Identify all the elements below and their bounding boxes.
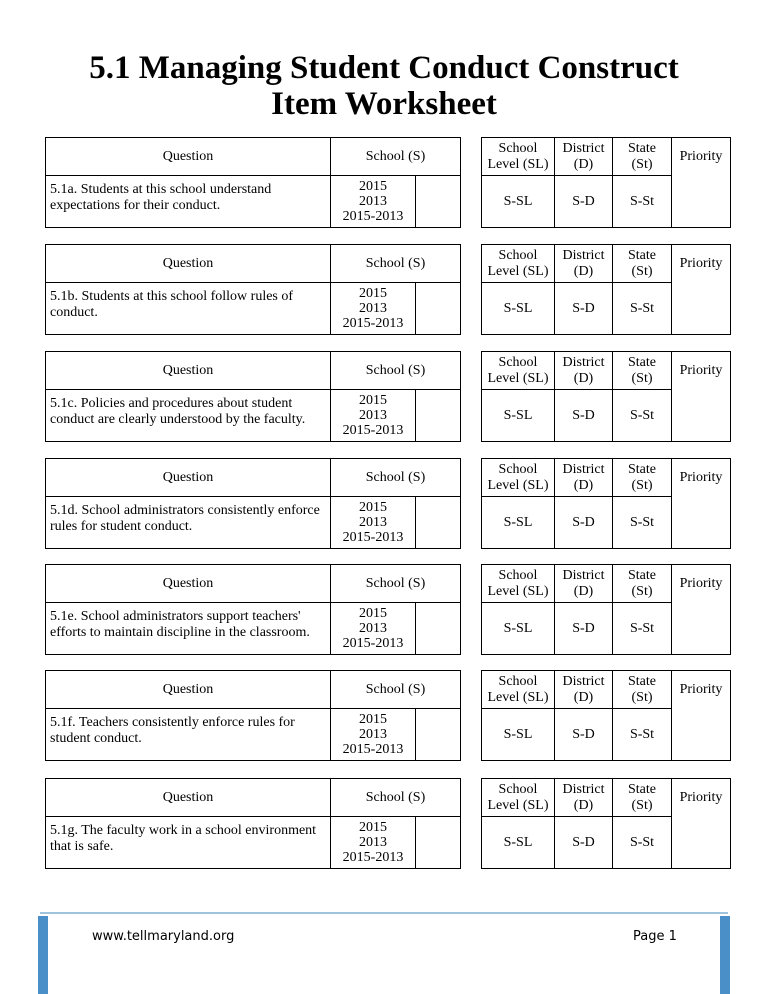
school-level-header-l2: Level (SL) — [487, 156, 549, 172]
s-st-cell: S-St — [613, 603, 672, 655]
question-block — [45, 458, 730, 548]
question-table — [45, 458, 731, 549]
priority-header: Priority — [672, 459, 731, 549]
footer-right-accent — [720, 916, 730, 994]
school-level-header-l1: School — [498, 140, 538, 156]
school-level-header-l1: School — [498, 354, 538, 370]
page-footer — [0, 912, 768, 994]
year-diff: 2015-2013 — [342, 316, 404, 331]
district-header-l1: District — [562, 354, 605, 370]
gap-cell — [461, 779, 482, 817]
question-header: Question — [46, 459, 331, 497]
s-d-cell: S-D — [555, 709, 613, 761]
state-header-l2: (St) — [631, 797, 653, 813]
priority-header: Priority — [672, 352, 731, 442]
page-title — [0, 50, 768, 122]
title-line-1: 5.1 Managing Student Conduct Construct — [89, 50, 679, 86]
question-text: 5.1c. Policies and procedures about student conduct are clearly understood by the faculty. — [46, 390, 331, 442]
state-header-l2: (St) — [631, 370, 653, 386]
year-labels — [331, 283, 416, 335]
district-header-l1: District — [562, 567, 605, 583]
state-header-l1: State — [628, 247, 656, 263]
district-header — [555, 138, 613, 176]
state-header — [613, 671, 672, 709]
state-header-l1: State — [628, 673, 656, 689]
s-st-cell: S-St — [613, 497, 672, 549]
page-number: Page 1 — [633, 929, 677, 944]
gap-cell — [461, 817, 482, 869]
year-labels — [331, 817, 416, 869]
school-level-header-l1: School — [498, 673, 538, 689]
district-header — [555, 245, 613, 283]
school-value-cell[interactable] — [416, 283, 461, 335]
state-header-l2: (St) — [631, 477, 653, 493]
school-level-header-l2: Level (SL) — [487, 370, 549, 386]
question-text: 5.1a. Students at this school understand expectations for their conduct. — [46, 176, 331, 228]
year-2015: 2015 — [359, 606, 387, 621]
district-header — [555, 671, 613, 709]
question-block — [45, 244, 730, 334]
year-2013: 2013 — [359, 301, 387, 316]
state-header-l1: State — [628, 567, 656, 583]
state-header-l1: State — [628, 461, 656, 477]
year-diff: 2015-2013 — [342, 850, 404, 865]
question-text: 5.1f. Teachers consistently enforce rules for student conduct. — [46, 709, 331, 761]
school-header: School (S) — [331, 779, 461, 817]
year-2013: 2013 — [359, 408, 387, 423]
year-diff: 2015-2013 — [342, 636, 404, 651]
district-header-l1: District — [562, 461, 605, 477]
s-sl-cell: S-SL — [482, 817, 555, 869]
title-line-2: Item Worksheet — [271, 86, 497, 122]
s-st-cell: S-St — [613, 709, 672, 761]
footer-divider — [40, 912, 728, 914]
school-level-header-l1: School — [498, 461, 538, 477]
year-2013: 2013 — [359, 621, 387, 636]
district-header — [555, 779, 613, 817]
priority-header: Priority — [672, 779, 731, 869]
question-header: Question — [46, 565, 331, 603]
school-header: School (S) — [331, 671, 461, 709]
year-2013: 2013 — [359, 194, 387, 209]
year-labels — [331, 497, 416, 549]
s-d-cell: S-D — [555, 603, 613, 655]
s-st-cell: S-St — [613, 283, 672, 335]
district-header-l2: (D) — [573, 689, 594, 705]
year-labels — [331, 709, 416, 761]
question-table — [45, 351, 731, 442]
district-header — [555, 459, 613, 497]
year-2015: 2015 — [359, 179, 387, 194]
district-header — [555, 352, 613, 390]
school-header: School (S) — [331, 245, 461, 283]
school-value-cell[interactable] — [416, 497, 461, 549]
priority-header: Priority — [672, 671, 731, 761]
school-level-header-l1: School — [498, 247, 538, 263]
question-text: 5.1d. School administrators consistently enforce rules for student conduct. — [46, 497, 331, 549]
district-header-l2: (D) — [573, 477, 594, 493]
s-sl-cell: S-SL — [482, 709, 555, 761]
gap-cell — [461, 390, 482, 442]
question-text: 5.1b. Students at this school follow rules of conduct. — [46, 283, 331, 335]
state-header-l2: (St) — [631, 689, 653, 705]
state-header-l1: State — [628, 354, 656, 370]
s-sl-cell: S-SL — [482, 390, 555, 442]
footer-left-accent — [38, 916, 48, 994]
state-header — [613, 352, 672, 390]
s-d-cell: S-D — [555, 390, 613, 442]
school-level-header — [482, 352, 555, 390]
district-header-l2: (D) — [573, 156, 594, 172]
state-header-l1: State — [628, 140, 656, 156]
question-header: Question — [46, 245, 331, 283]
question-block — [45, 778, 730, 868]
district-header-l2: (D) — [573, 583, 594, 599]
year-labels — [331, 176, 416, 228]
school-level-header-l1: School — [498, 781, 538, 797]
footer-url[interactable]: www.tellmaryland.org — [92, 929, 235, 944]
s-d-cell: S-D — [555, 497, 613, 549]
school-level-header-l2: Level (SL) — [487, 797, 549, 813]
district-header-l1: District — [562, 140, 605, 156]
year-2015: 2015 — [359, 712, 387, 727]
year-2013: 2013 — [359, 835, 387, 850]
question-block — [45, 670, 730, 760]
year-diff: 2015-2013 — [342, 423, 404, 438]
school-level-header-l2: Level (SL) — [487, 477, 549, 493]
s-sl-cell: S-SL — [482, 497, 555, 549]
school-level-header-l2: Level (SL) — [487, 689, 549, 705]
district-header-l2: (D) — [573, 263, 594, 279]
school-header: School (S) — [331, 352, 461, 390]
district-header-l1: District — [562, 781, 605, 797]
district-header — [555, 565, 613, 603]
school-level-header — [482, 671, 555, 709]
district-header-l1: District — [562, 673, 605, 689]
state-header — [613, 779, 672, 817]
year-diff: 2015-2013 — [342, 530, 404, 545]
school-level-header-l2: Level (SL) — [487, 263, 549, 279]
gap-cell — [461, 138, 482, 176]
question-text: 5.1g. The faculty work in a school environment that is safe. — [46, 817, 331, 869]
question-table — [45, 137, 731, 228]
school-level-header-l2: Level (SL) — [487, 583, 549, 599]
school-header: School (S) — [331, 138, 461, 176]
year-labels — [331, 390, 416, 442]
state-header-l2: (St) — [631, 156, 653, 172]
question-header: Question — [46, 138, 331, 176]
s-d-cell: S-D — [555, 176, 613, 228]
state-header — [613, 245, 672, 283]
state-header-l2: (St) — [631, 263, 653, 279]
question-table — [45, 670, 731, 761]
question-header: Question — [46, 671, 331, 709]
s-st-cell: S-St — [613, 390, 672, 442]
district-header-l1: District — [562, 247, 605, 263]
question-text: 5.1e. School administrators support teachers' efforts to maintain discipline in the classroom. — [46, 603, 331, 655]
s-st-cell: S-St — [613, 817, 672, 869]
school-value-cell[interactable] — [416, 603, 461, 655]
s-sl-cell: S-SL — [482, 603, 555, 655]
question-block — [45, 137, 730, 227]
question-table — [45, 778, 731, 869]
year-2013: 2013 — [359, 727, 387, 742]
year-diff: 2015-2013 — [342, 209, 404, 224]
question-header: Question — [46, 352, 331, 390]
gap-cell — [461, 671, 482, 709]
school-level-header — [482, 459, 555, 497]
question-table — [45, 564, 731, 655]
year-labels — [331, 603, 416, 655]
school-header: School (S) — [331, 459, 461, 497]
priority-header: Priority — [672, 565, 731, 655]
school-value-cell[interactable] — [416, 390, 461, 442]
gap-cell — [461, 603, 482, 655]
question-block — [45, 564, 730, 654]
school-level-header — [482, 245, 555, 283]
s-st-cell: S-St — [613, 176, 672, 228]
gap-cell — [461, 709, 482, 761]
state-header-l2: (St) — [631, 583, 653, 599]
question-block — [45, 351, 730, 441]
year-diff: 2015-2013 — [342, 742, 404, 757]
year-2015: 2015 — [359, 500, 387, 515]
gap-cell — [461, 497, 482, 549]
district-header-l2: (D) — [573, 370, 594, 386]
school-value-cell[interactable] — [416, 176, 461, 228]
gap-cell — [461, 176, 482, 228]
state-header — [613, 459, 672, 497]
gap-cell — [461, 565, 482, 603]
district-header-l2: (D) — [573, 797, 594, 813]
school-level-header — [482, 138, 555, 176]
school-value-cell[interactable] — [416, 817, 461, 869]
state-header-l1: State — [628, 781, 656, 797]
state-header — [613, 138, 672, 176]
school-level-header — [482, 565, 555, 603]
gap-cell — [461, 283, 482, 335]
priority-header: Priority — [672, 245, 731, 335]
priority-header: Priority — [672, 138, 731, 228]
gap-cell — [461, 459, 482, 497]
year-2013: 2013 — [359, 515, 387, 530]
school-value-cell[interactable] — [416, 709, 461, 761]
year-2015: 2015 — [359, 820, 387, 835]
school-level-header — [482, 779, 555, 817]
school-header: School (S) — [331, 565, 461, 603]
state-header — [613, 565, 672, 603]
s-sl-cell: S-SL — [482, 176, 555, 228]
question-header: Question — [46, 779, 331, 817]
s-d-cell: S-D — [555, 817, 613, 869]
year-2015: 2015 — [359, 286, 387, 301]
gap-cell — [461, 352, 482, 390]
school-level-header-l1: School — [498, 567, 538, 583]
s-sl-cell: S-SL — [482, 283, 555, 335]
gap-cell — [461, 245, 482, 283]
question-table — [45, 244, 731, 335]
year-2015: 2015 — [359, 393, 387, 408]
s-d-cell: S-D — [555, 283, 613, 335]
